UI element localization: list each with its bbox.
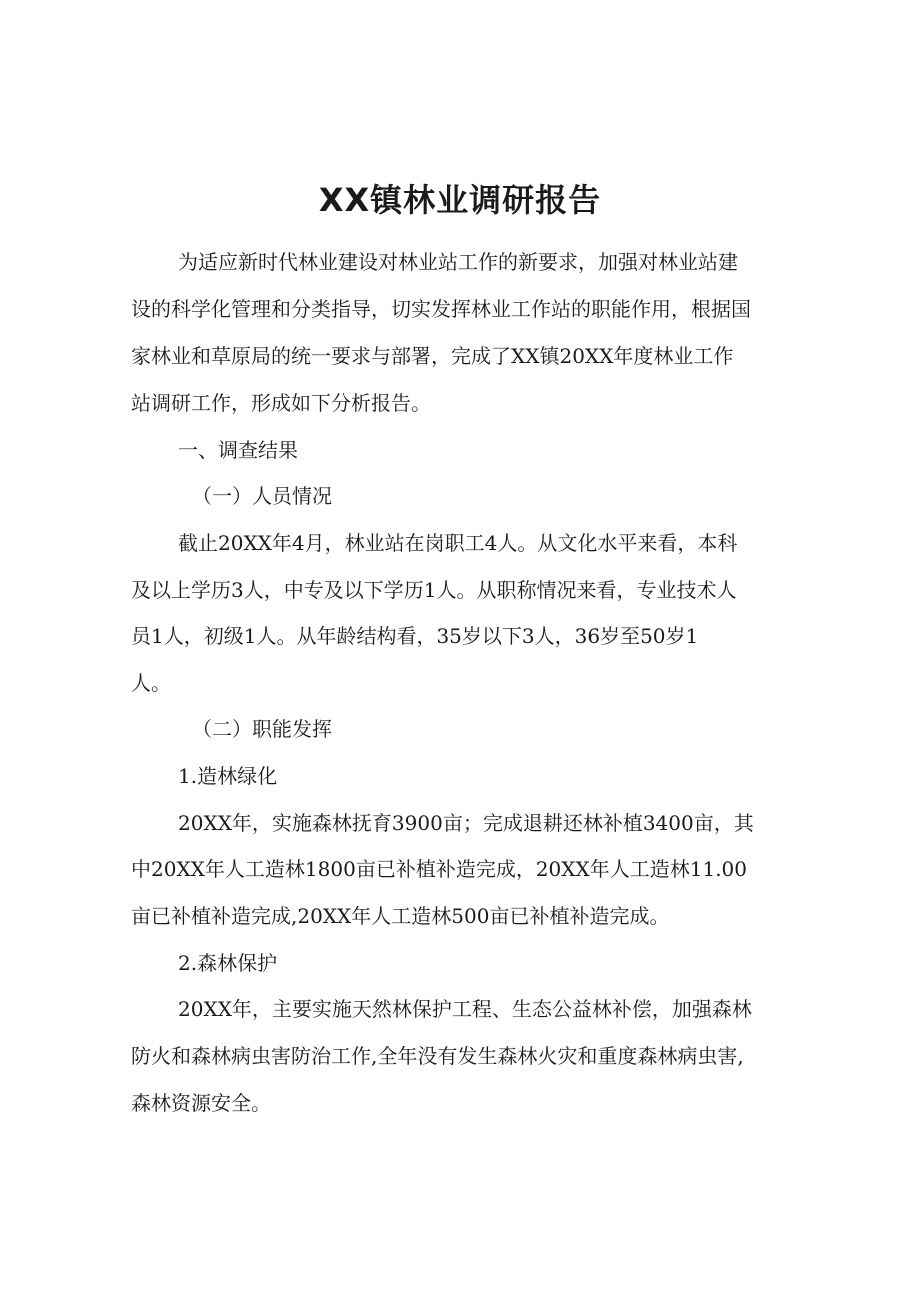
paragraph-line: 员1人，初级1人。从年龄结构看，35岁以下3人，36岁至50岁1 xyxy=(131,624,699,648)
paragraph-line: 截止20XX年4月，林业站在岗职工4人。从文化水平来看，本科 xyxy=(178,531,738,555)
paragraph-line: 防火和森林病虫害防治工作,全年没有发生森林火灾和重度森林病虫害, xyxy=(131,1044,744,1068)
subsection-heading: （一）人员情况 xyxy=(192,484,332,508)
paragraph-line: 20XX年，主要实施天然林保护工程、生态公益林补偿，加强森林 xyxy=(178,997,752,1021)
item-heading: 1.造林绿化 xyxy=(178,764,278,788)
paragraph-line: 20XX年，实施森林抚育3900亩；完成退耕还林补植3400亩，其 xyxy=(178,811,754,835)
paragraph-line: 森林资源安全。 xyxy=(131,1091,271,1115)
section-heading: 一、调查结果 xyxy=(178,438,298,462)
paragraph-line: 人。 xyxy=(131,671,171,695)
item-heading: 2.森林保护 xyxy=(178,951,278,975)
document-title: XX镇林业调研报告 xyxy=(318,181,602,219)
paragraph-line: 亩已补植补造完成,20XX年人工造林500亩已补植补造完成。 xyxy=(131,904,670,928)
paragraph-line: 设的科学化管理和分类指导，切实发挥林业工作站的职能作用，根据国 xyxy=(131,297,751,321)
paragraph-line: 家林业和草原局的统一要求与部署，完成了XX镇20XX年度林业工作 xyxy=(131,344,734,368)
paragraph-line: 及以上学历3人，中专及以下学历1人。从职称情况来看，专业技术人 xyxy=(131,578,737,602)
subsection-heading: （二）职能发挥 xyxy=(192,717,332,741)
paragraph-line: 为适应新时代林业建设对林业站工作的新要求，加强对林业站建 xyxy=(178,250,738,274)
paragraph-line: 站调研工作，形成如下分析报告。 xyxy=(131,391,431,415)
paragraph-line: 中20XX年人工造林1800亩已补植补造完成，20XX年人工造林11.00 xyxy=(131,857,748,881)
